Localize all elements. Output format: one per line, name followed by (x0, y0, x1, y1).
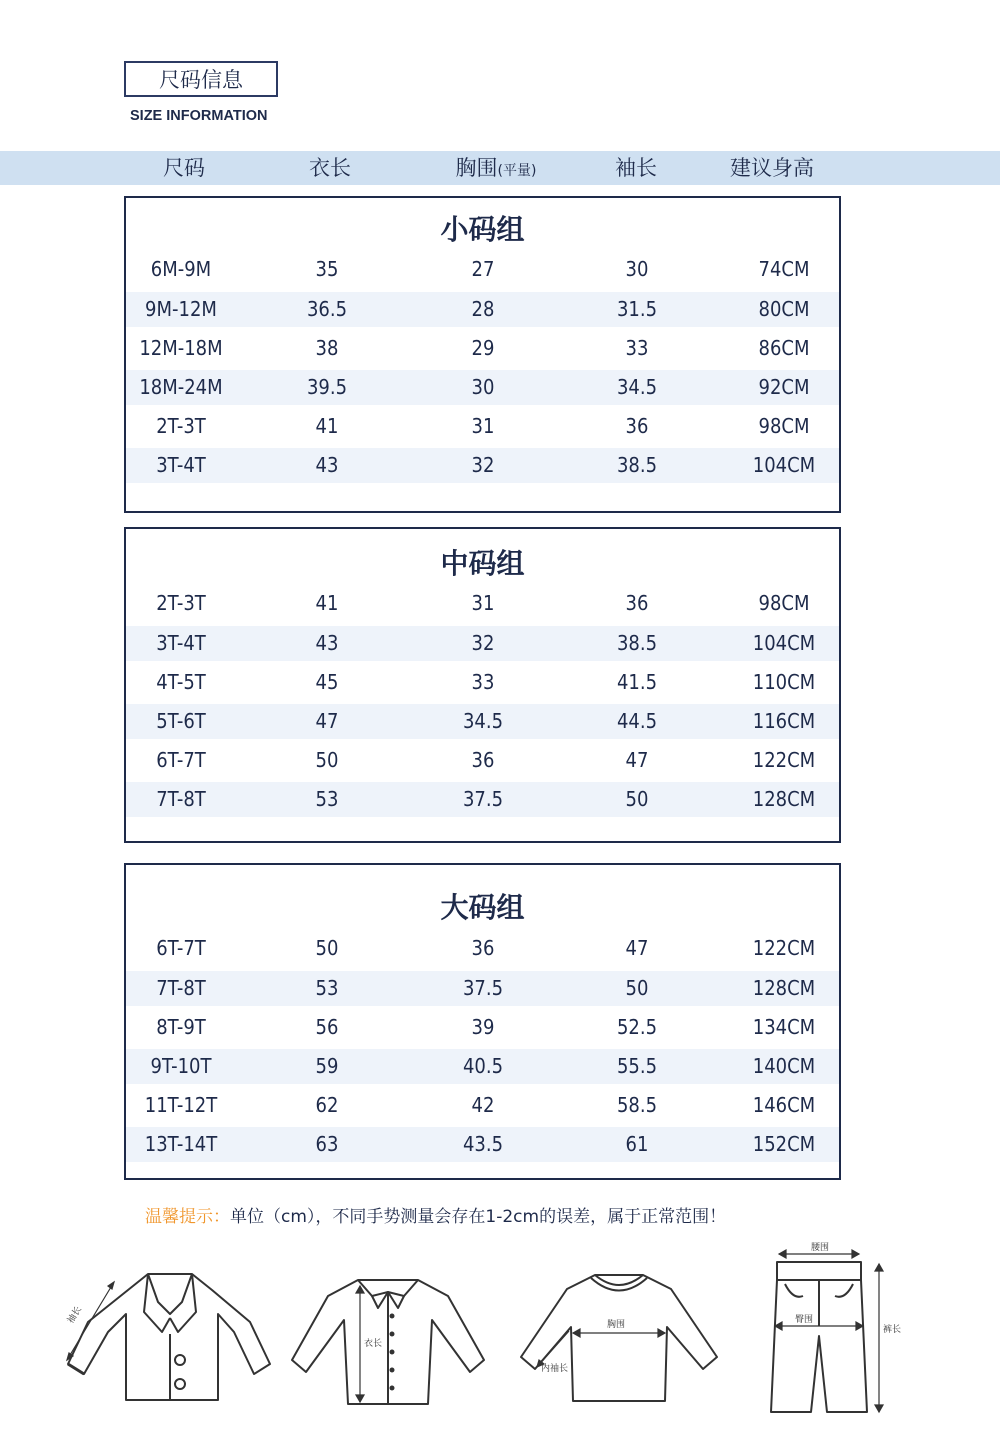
cell-sleeve: 50 (625, 976, 649, 1000)
cell-size: 4T-5T (156, 670, 206, 694)
cell-height: 122CM (752, 748, 816, 772)
pants-diagram (765, 1236, 915, 1416)
size-group (124, 527, 841, 843)
cell-length: 38 (315, 336, 339, 360)
cell-chest: 36 (471, 748, 495, 772)
cell-height: 92CM (758, 375, 810, 399)
cell-size: 11T-12T (144, 1093, 218, 1117)
table-row (126, 971, 839, 1006)
cell-sleeve: 36 (625, 591, 649, 615)
group-title: 中码组 (440, 547, 525, 580)
cell-length: 53 (315, 787, 339, 811)
table-row (126, 782, 839, 817)
cell-sleeve: 38.5 (616, 453, 658, 477)
table-row (126, 586, 839, 621)
inner-sleeve-label: 内袖长 (541, 1364, 569, 1374)
cell-sleeve: 61 (625, 1132, 649, 1156)
cell-chest: 33 (471, 670, 495, 694)
table-row (126, 292, 839, 327)
cell-chest: 42 (471, 1093, 495, 1117)
table-row (126, 331, 839, 366)
cell-length: 62 (315, 1093, 339, 1117)
header-sleeve: 袖长 (615, 156, 657, 180)
cell-sleeve: 33 (625, 336, 649, 360)
cell-chest: 36 (471, 936, 495, 960)
cell-length: 56 (315, 1015, 339, 1039)
cell-height: 140CM (752, 1054, 816, 1078)
cell-size: 6T-7T (156, 748, 206, 772)
cell-length: 36.5 (306, 297, 348, 321)
hip-label: 臀围 (795, 1315, 814, 1325)
cell-height: 122CM (752, 936, 816, 960)
cell-length: 39.5 (306, 375, 348, 399)
cell-length: 47 (315, 709, 339, 733)
cell-chest: 28 (471, 297, 495, 321)
table-row (126, 1010, 839, 1045)
cell-sleeve: 36 (625, 414, 649, 438)
title-box (124, 61, 278, 97)
table-row (126, 626, 839, 661)
cell-chest: 32 (471, 631, 495, 655)
cell-chest: 37.5 (462, 976, 504, 1000)
header-length: 衣长 (309, 156, 351, 180)
cell-chest: 31 (471, 414, 495, 438)
cell-height: 134CM (752, 1015, 816, 1039)
table-row (126, 1088, 839, 1123)
cell-size: 12M-18M (139, 336, 223, 360)
cell-size: 7T-8T (156, 976, 206, 1000)
cell-chest: 32 (471, 453, 495, 477)
table-row (126, 409, 839, 444)
cell-sleeve: 34.5 (616, 375, 658, 399)
cell-size: 3T-4T (156, 453, 206, 477)
title-zh: 尺码信息 (159, 68, 243, 92)
cell-chest: 37.5 (462, 787, 504, 811)
cell-length: 50 (315, 936, 339, 960)
cell-length: 43 (315, 453, 339, 477)
header-height: 建议身高 (730, 156, 814, 180)
cell-chest: 30 (471, 375, 495, 399)
header-chest-note: (平量) (497, 163, 537, 179)
cell-size: 3T-4T (156, 631, 206, 655)
cell-sleeve: 47 (625, 748, 649, 772)
cell-sleeve: 44.5 (616, 709, 658, 733)
column-header-band (0, 151, 1000, 185)
size-group (124, 863, 841, 1180)
length-label: 衣长 (364, 1339, 383, 1349)
cell-height: 86CM (758, 336, 810, 360)
cell-chest: 34.5 (462, 709, 504, 733)
header-chest-label: 胸围 (455, 156, 498, 180)
note-lead: 温馨提示： (145, 1207, 230, 1227)
cell-length: 63 (315, 1132, 339, 1156)
header-size: 尺码 (163, 156, 205, 180)
cell-chest: 31 (471, 591, 495, 615)
size-group (124, 196, 841, 513)
cell-length: 45 (315, 670, 339, 694)
cell-chest: 39 (471, 1015, 495, 1039)
cell-height: 98CM (758, 414, 810, 438)
cell-height: 110CM (752, 670, 816, 694)
cell-size: 7T-8T (156, 787, 206, 811)
cell-sleeve: 38.5 (616, 631, 658, 655)
cell-sleeve: 41.5 (616, 670, 658, 694)
chest-label: 胸围 (607, 1320, 626, 1330)
cell-height: 128CM (752, 976, 816, 1000)
cell-sleeve: 55.5 (616, 1054, 658, 1078)
cell-sleeve: 47 (625, 936, 649, 960)
cell-sleeve: 52.5 (616, 1015, 658, 1039)
cell-length: 50 (315, 748, 339, 772)
group-title: 大码组 (440, 891, 525, 924)
cell-chest: 29 (471, 336, 495, 360)
measurement-note (145, 1202, 726, 1227)
table-row (126, 1049, 839, 1084)
table-row (126, 665, 839, 700)
cell-height: 146CM (752, 1093, 816, 1117)
cell-size: 8T-9T (156, 1015, 206, 1039)
table-row (126, 448, 839, 483)
cell-height: 104CM (752, 453, 816, 477)
cell-size: 6M-9M (150, 257, 212, 281)
cell-height: 80CM (758, 297, 810, 321)
cell-length: 41 (315, 414, 339, 438)
cell-height: 104CM (752, 631, 816, 655)
cell-size: 2T-3T (156, 591, 206, 615)
table-row (126, 931, 839, 966)
cell-length: 35 (315, 257, 339, 281)
cell-height: 152CM (752, 1132, 816, 1156)
cell-chest: 43.5 (462, 1132, 504, 1156)
table-row (126, 252, 839, 287)
cell-sleeve: 50 (625, 787, 649, 811)
cell-size: 5T-6T (156, 709, 206, 733)
cell-length: 43 (315, 631, 339, 655)
cell-size: 18M-24M (139, 375, 223, 399)
title-en: SIZE INFORMATION (130, 108, 268, 124)
cell-chest: 40.5 (462, 1054, 504, 1078)
table-row (126, 370, 839, 405)
cell-sleeve: 58.5 (616, 1093, 658, 1117)
pants-length-label: 裤长 (883, 1325, 902, 1335)
group-title: 小码组 (440, 213, 525, 246)
note-text: 单位（cm），不同手势测量会存在1-2cm的误差，属于正常范围！ (230, 1207, 727, 1227)
cell-sleeve: 31.5 (616, 297, 658, 321)
table-row (126, 743, 839, 778)
table-row (126, 704, 839, 739)
cell-size: 13T-14T (144, 1132, 218, 1156)
jacket-diagram (58, 1262, 278, 1407)
sleeve-label: 袖长 (66, 1305, 85, 1326)
cell-size: 9T-10T (150, 1054, 212, 1078)
cell-sleeve: 30 (625, 257, 649, 281)
cell-length: 53 (315, 976, 339, 1000)
cell-height: 74CM (758, 257, 810, 281)
cell-length: 41 (315, 591, 339, 615)
cell-size: 2T-3T (156, 414, 206, 438)
cell-length: 59 (315, 1054, 339, 1078)
sweater-diagram (515, 1265, 725, 1410)
cell-height: 98CM (758, 591, 810, 615)
cell-size: 6T-7T (156, 936, 206, 960)
shirt-diagram (288, 1268, 488, 1410)
waist-label: 腰围 (811, 1243, 830, 1253)
cell-size: 9M-12M (145, 297, 217, 321)
table-row (126, 1127, 839, 1162)
cell-height: 128CM (752, 787, 816, 811)
cell-height: 116CM (752, 709, 816, 733)
cell-chest: 27 (471, 257, 495, 281)
header-chest (456, 151, 537, 185)
